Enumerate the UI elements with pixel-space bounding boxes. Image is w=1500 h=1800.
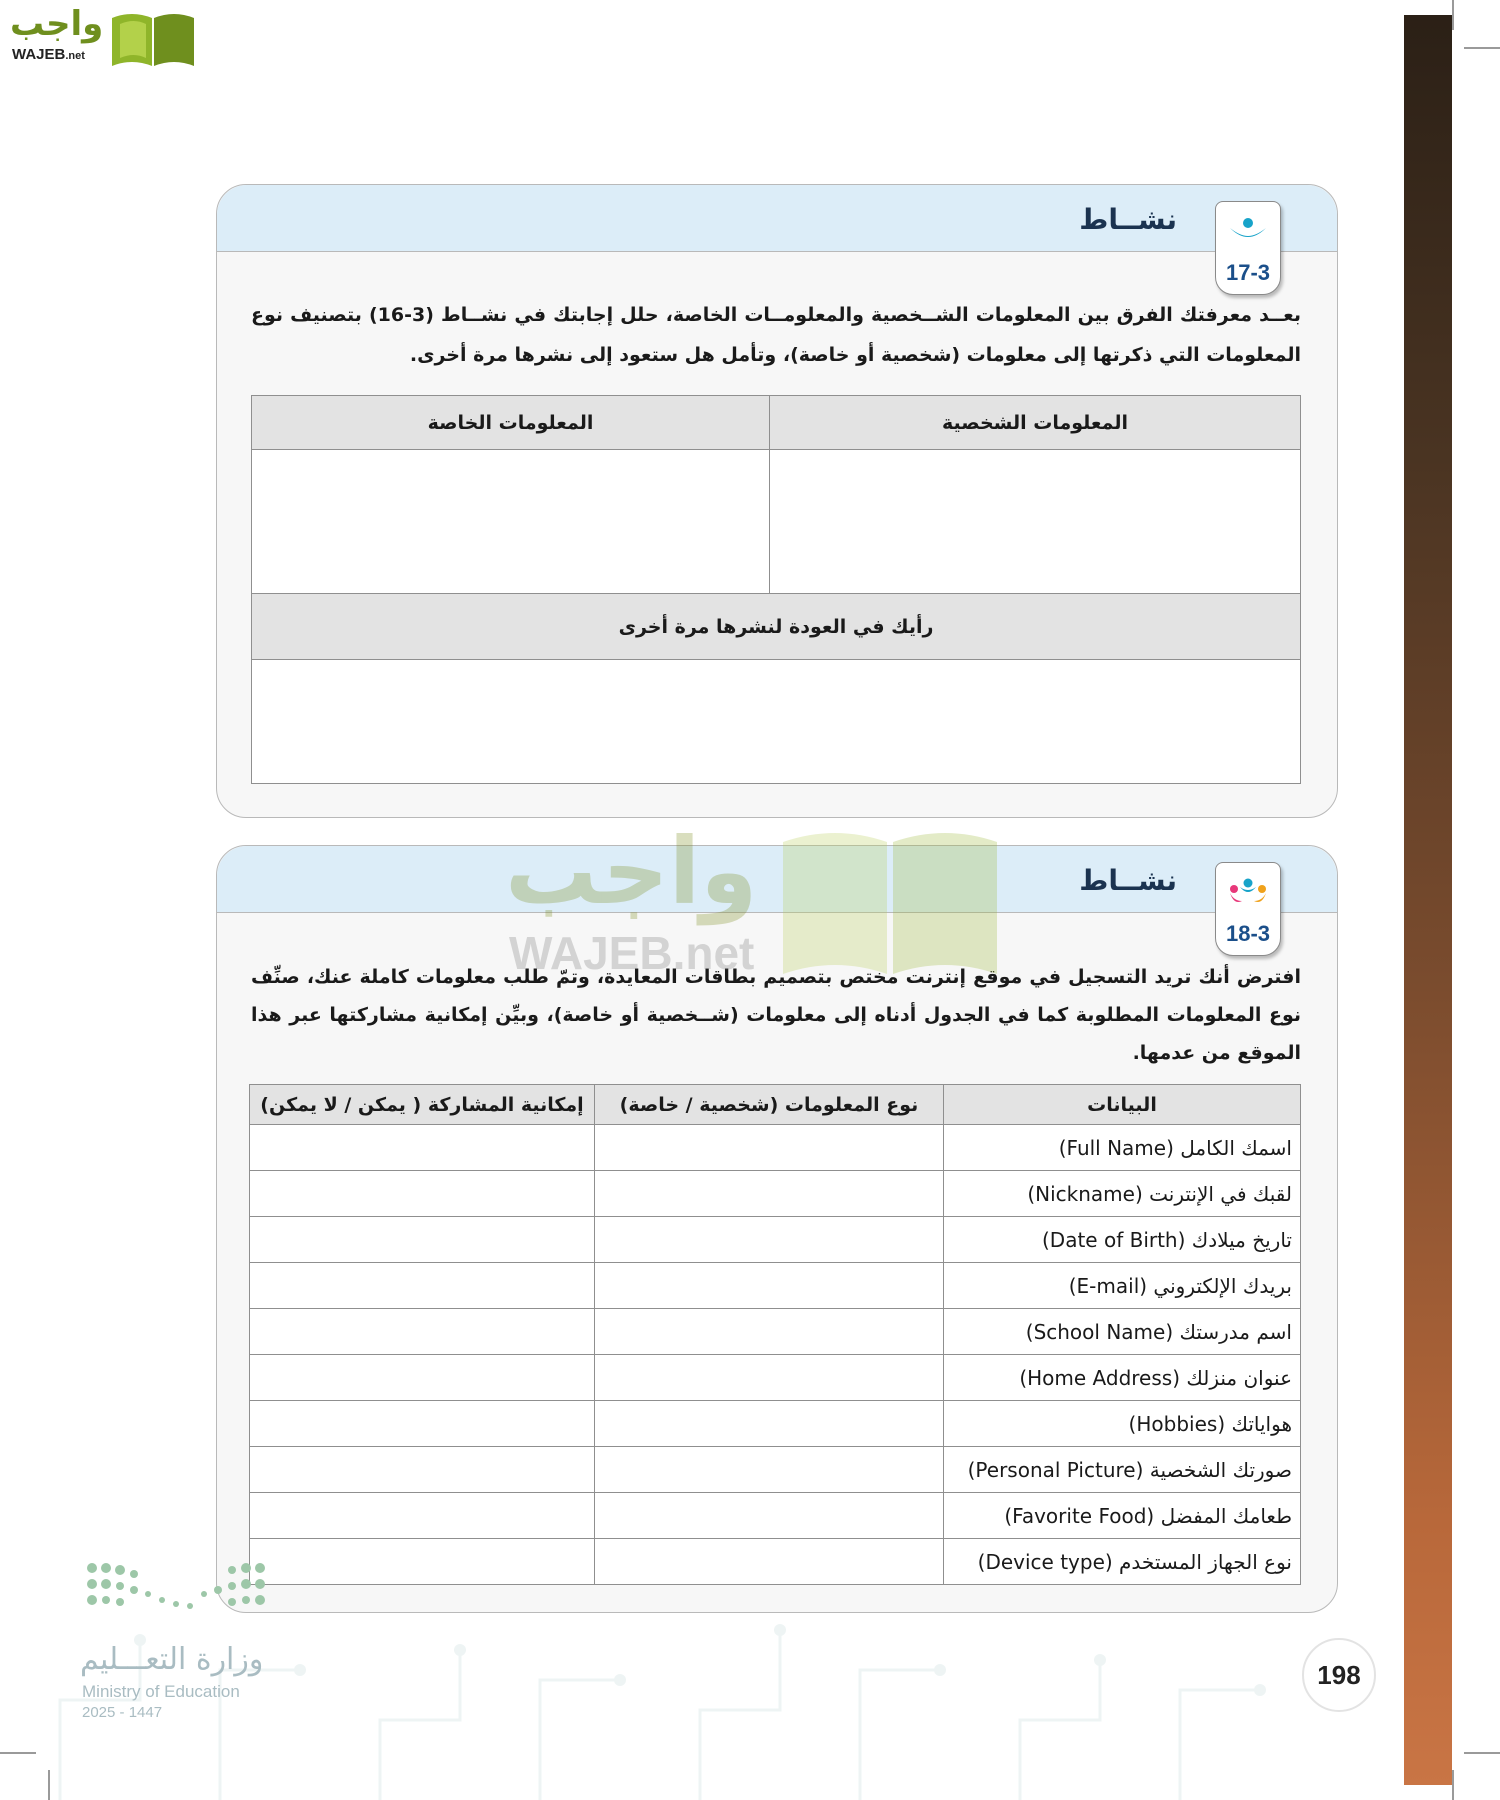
sharing-answer-cell[interactable] xyxy=(250,1309,595,1355)
classification-table xyxy=(251,395,1301,784)
type-answer-cell[interactable] xyxy=(595,1539,944,1585)
watermark-arabic: واجب xyxy=(505,818,758,925)
ministry-dots-icon xyxy=(84,1560,268,1626)
activity-badge xyxy=(1215,201,1281,295)
crop-mark xyxy=(1452,0,1454,30)
type-answer-cell[interactable] xyxy=(595,1171,944,1217)
crop-mark xyxy=(1452,1770,1454,1800)
ministry-arabic-name: وزارة التعـــليم xyxy=(80,1642,264,1677)
crop-mark xyxy=(1464,1752,1500,1754)
sharing-answer-cell[interactable] xyxy=(250,1447,595,1493)
crop-mark xyxy=(1464,47,1500,49)
type-answer-cell[interactable] xyxy=(595,1355,944,1401)
activity-title: نشــاط xyxy=(1079,203,1177,236)
sharing-answer-cell[interactable] xyxy=(250,1539,595,1585)
ministry-of-education-logo xyxy=(80,1560,280,1730)
data-item-label: هواياتك (Hobbies) xyxy=(944,1401,1301,1447)
data-item-label: تاريخ ميلادك (Date of Birth) xyxy=(944,1217,1301,1263)
logo-latin-text: WAJEB.net xyxy=(12,46,85,63)
type-answer-cell[interactable] xyxy=(595,1217,944,1263)
data-item-label: اسم مدرستك (School Name) xyxy=(944,1309,1301,1355)
activity-badge xyxy=(1215,862,1281,956)
column-header-personal: المعلومات الشخصية xyxy=(770,396,1301,450)
column-header-private: المعلومات الخاصة xyxy=(252,396,770,450)
sharing-answer-cell[interactable] xyxy=(250,1263,595,1309)
column-header-sharing: إمكانية المشاركة ( يمكن / لا يمكن) xyxy=(250,1085,595,1125)
data-item-label: عنوان منزلك (Home Address) xyxy=(944,1355,1301,1401)
sharing-answer-cell[interactable] xyxy=(250,1401,595,1447)
sharing-answer-cell[interactable] xyxy=(250,1217,595,1263)
data-item-label: بريدك الإلكتروني (E-mail) xyxy=(944,1263,1301,1309)
opinion-header: رأيك في العودة لنشرها مرة أخرى xyxy=(252,594,1301,660)
sharing-answer-cell[interactable] xyxy=(250,1171,595,1217)
column-header-data: البيانات xyxy=(944,1085,1301,1125)
data-item-label: اسمك الكامل (Full Name) xyxy=(944,1125,1301,1171)
data-item-label: طعامك المفضل (Favorite Food) xyxy=(944,1493,1301,1539)
data-item-label: لقبك في الإنترنت (Nickname) xyxy=(944,1171,1301,1217)
data-item-label: نوع الجهاز المستخدم (Device type) xyxy=(944,1539,1301,1585)
activity-number: 18-3 xyxy=(1225,921,1271,946)
activity-card-17-3 xyxy=(216,184,1338,818)
ministry-year: 2025 - 1447 xyxy=(82,1704,163,1721)
activity-number: 17-3 xyxy=(1225,260,1271,285)
sharing-answer-cell[interactable] xyxy=(250,1355,595,1401)
type-answer-cell[interactable] xyxy=(595,1263,944,1309)
data-sharing-table xyxy=(249,1084,1301,1585)
data-item-label: صورتك الشخصية (Personal Picture) xyxy=(944,1447,1301,1493)
activity-instructions: بعــد معرفتك الفرق بين المعلومات الشــخصية والمعلومــات الخاصة، حلل إجابتك في نشــاط (3-16) بتصنيف نوع المعلومات التي ذكرتها إلى معلومات (شخصية أو خاصة)، وتأمل هل ستعود إلى نشرها مرة أخرى. xyxy=(251,304,1301,366)
answer-cell-personal[interactable] xyxy=(770,450,1301,594)
activity-icon xyxy=(1228,877,1268,911)
activity-icon xyxy=(1228,216,1268,250)
column-header-type: نوع المعلومات (شخصية / خاصة) xyxy=(595,1085,944,1125)
type-answer-cell[interactable] xyxy=(595,1447,944,1493)
sharing-answer-cell[interactable] xyxy=(250,1125,595,1171)
activity-instructions: افترض أنك تريد التسجيل في موقع إنترنت مختص بتصميم بطاقات المعايدة، وتمّ طلب معلومات كاملة عنك، صنِّف نوع المعلومات المطلوبة كما في الجدول أدناه إلى معلومات (شــخصية أو خاصة)، وبيِّن إمكانية مشاركتها عبر هذا الموقع من عدمها. xyxy=(251,966,1301,1064)
activity-title: نشــاط xyxy=(1079,864,1177,897)
type-answer-cell[interactable] xyxy=(595,1125,944,1171)
sharing-answer-cell[interactable] xyxy=(250,1493,595,1539)
logo-arabic-text: واجب xyxy=(10,4,104,44)
type-answer-cell[interactable] xyxy=(595,1493,944,1539)
type-answer-cell[interactable] xyxy=(595,1309,944,1355)
answer-cell-private[interactable] xyxy=(252,450,770,594)
type-answer-cell[interactable] xyxy=(595,1401,944,1447)
watermark-latin: WAJEB.net xyxy=(509,927,755,979)
book-icon xyxy=(108,8,198,68)
side-color-strip xyxy=(1404,15,1452,1785)
page-number: 198 xyxy=(1302,1638,1376,1712)
wajeb-logo[interactable] xyxy=(10,4,190,70)
opinion-answer-cell[interactable] xyxy=(252,660,1301,784)
activity-card-18-3 xyxy=(216,845,1338,1613)
ministry-english-name: Ministry of Education xyxy=(82,1682,240,1701)
